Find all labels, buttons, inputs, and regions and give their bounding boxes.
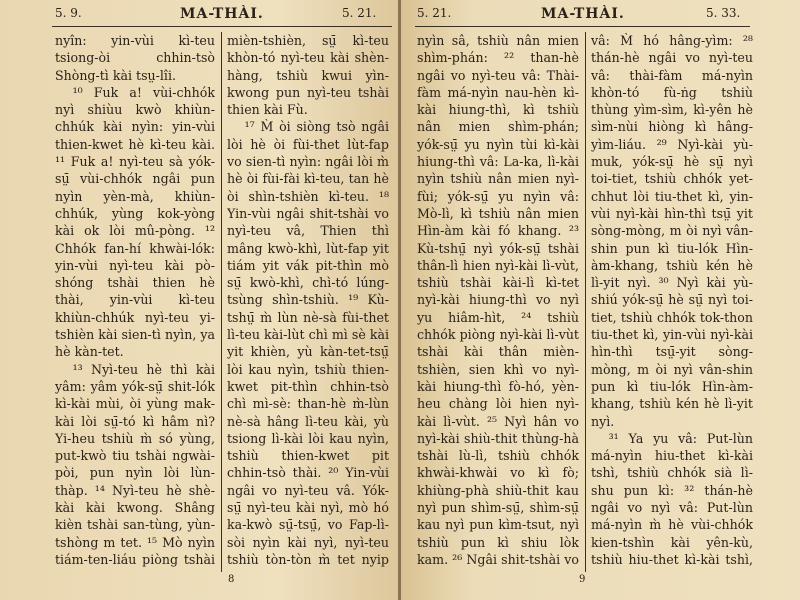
text-column-left [55, 32, 215, 567]
header-chapter-verse-start: 5. 9. [55, 6, 82, 20]
text-column-right [591, 32, 753, 567]
page-number: 8 [228, 574, 235, 585]
page-number: 9 [579, 574, 586, 585]
left-page [0, 0, 399, 600]
paragraph: ¹⁰ Fuk a! vùi-chhók nyì shiùu kwò khiùn-chhúk kài nyìn: yin-vùi thien-kwet hè kì-teu kài. ¹¹ Fuk a! nyì-teu sà yók-sṳ̄ vùi-chhók ngâi pun nyìn yèn-mà, khiùn-chhúk, yùng kok-yòng kài ok lòi mû-pòng. ¹² Chhók fan-hí khwài-lók: yin-vùi nyì-teu kài pò-shóng tshài thien hè thài, yin-vùi kì-teu khiùn-chhúk nyì-teu yi-tshièn kài sien-tì nyìn, ya hè kàn-tet. [55, 84, 215, 360]
header-rule [415, 26, 750, 27]
text-column-right [227, 32, 389, 567]
paragraph: nyîn: yin-vùi kì-teu tsiong-òi chhin-tsò Shòng-tì kài tsṳ-lîi. [55, 33, 215, 83]
paragraph: nyìn sâ, tshiù nân mien shìm-phán: ²² than-hè ngâi vo nyì-teu vâ: Thài-fàm má-nyìn nau-hèn kì-kài hiung-thì, kì tshiù nân mien shìm-phán; yók-sṳ̄ yu nyìn tùi kì-kài hiung-thì vâ: La-ka, lì-kài nyìn tshiù nân mien nyì-fùi; yók-sṳ̄ yu nyìn vâ: Mò-lì, kì tshiù nân mien Hìn-àm kài fó khang. ²³ Kù-tshṳ̄ nyì yók-sṳ̄ tshài thân-lì hien nyì-kài lì-vùt, tshiù tshài kài-lì kì-tet nyì-kài hiung-thì vo nyì yu hiâm-hìt, ²⁴ tshiù chhók piòng nyì-kài lì-vùt tshài kài thân mièn-tshièn, sien khì vo nyì-kài hiung-thì fò-hó, yèn-heu chàng lòi hien nyì-kài lì-vùt. ²⁵ Nyì hân vo nyì-kài shiù-thit thùng-hà tshài lù-lì, tshiù chhók khwài-khwài vo kì fò; khiùng-phà shiù-thit kau nyì pun shìm-sṳ̄, shìm-sṳ̄ kau nyì pun kìm-tsut, nyì tshiù pun kì shiu lòk kam. ²⁶ Ngâi shit-tshài vo [417, 33, 579, 567]
column-divider [585, 32, 586, 572]
paragraph: ¹³ Nyì-teu hè thì kài yâm: yâm yók-sṳ̄ shit-lók kì-kài mùi, òi yùng mak-kài lòi sṳ̄-tó kì hâm nì? Yi-heu tshiù m̀ só yùng, put-kwò tiu tshài ngwài-pòi, pun nyìn lòi lùn-thàp. ¹⁴ Nyì-teu hè shè-kài kài kwong. Shâng kièn tshài san-tùng, yùn-tshòng m tet. ¹⁵ Mò nyìn tiám-ten-liáu piòng tshài [55, 361, 215, 567]
header-chapter-verse-end: 5. 33. [706, 6, 741, 20]
text-column-left [417, 32, 579, 567]
right-page [401, 0, 800, 600]
header-chapter-verse-start: 5. 21. [417, 6, 452, 20]
header-book-title: MA-THÀI. [541, 6, 625, 22]
column-divider [221, 32, 222, 572]
header-chapter-verse-end: 5. 21. [342, 6, 377, 20]
header-rule [52, 26, 392, 27]
paragraph: ³¹ Ya yu vâ: Put-lùn má-nyìn hiu-thet kì-kài tshì, tshiù chhók sià lì-shu pun kì: ³² thán-hè ngâi vo nyì vâ: Put-lùn má-nyìn m̀ hè vùi-chhók kien-tshìn kài yên-kù, tshiù hiu-thet kì-kài tshì, [591, 430, 753, 567]
header-book-title: MA-THÀI. [180, 6, 264, 22]
paragraph: ¹⁷ M̀ òi siòng tsò ngâi lòi hè òi fùi-thet lùt-fap vo sien-tì nyìn: ngâi lòi m̀ hè òi fùi-fài kì-teu, tan hè òi shìn-tshièn kì-teu. ¹⁸ Yin-vùi ngâi shit-tshài vo nyì-teu vâ, Thien thì mâng kwò-khì, lùt-fap yit tiám yit vák pit-thìn mò sṳ̄ kwò-khì, chì-tó lúng-tsùng shìn-tshiù. ¹⁹ Kù-tshṳ̄ m̀ lùn nè-sà fùi-thet lì-teu kài-lùt chì mì sè kài yit khièn, yù kàn-tet-tsṳ̄ lòi kau nyìn, tshiù thien-kwet pit-thìn chhin-tsò chì mì-sè: than-hè m̀-lùn nè-sà hâng lì-teu kài, yù tsiong lì-kài lòi kau nyìn, tshiù thien-kwet pit chhin-tsò thài. ²⁰ Yin-vùi ngâi vo nyì-teu vâ. Yók-sṳ̄ nyì-teu kài nyì, mò hó ka-kwò sṳ̄-tsṳ̄, vo Fap-lì-sòi nyìn kài nyì, nyì-teu tshiù tòn-tòn m̀ tet nyip [227, 119, 389, 567]
paragraph: mièn-tshièn, sṳ̄ kì-teu khòn-tó nyì-teu kài shèn-hàng, tshiù kwui yìn-kwong pun nyì-teu tshài thien kài Fù. [227, 33, 389, 118]
page-header [401, 6, 800, 28]
page-header [0, 6, 399, 28]
paragraph: vâ: M̀ hó hâng-yìm: ²⁸ thán-hè ngâi vo nyì-teu vâ: thài-fàm má-nyìn khòn-tó fù-ṅg tshiù thùng yìm-sìm, kì-yên hè sìm-nùi hiòng kì hâng-yìm-liáu. ²⁹ Nyì-kài yù-muk, yók-sṳ̄ hè sṳ̄ nyì toi-tiet, tshiù chhók yet-chhut lòi tiu-thet kì, yin-vùi nyì-kài hìn-thì tsṳ̄ yit sòng-mòng, m òi nyì vân-shin pun kì tiu-lók Hìn-àm-khang, tshiù kén hè lì-yit nyì. ³⁰ Nyì kài yù-shiú yók-sṳ̄ hè sṳ̄ nyì toi-tiet, tshiù chhók tok-thon tiu-thet kì, yin-vùi nyì-kài hìn-thì tsṳ̄-yit sòng-mòng, m òi nyì vân-shin pun kì tiu-lók Hìn-àm-khang, tshiù kén hè lì-yit nyì. [591, 33, 753, 429]
